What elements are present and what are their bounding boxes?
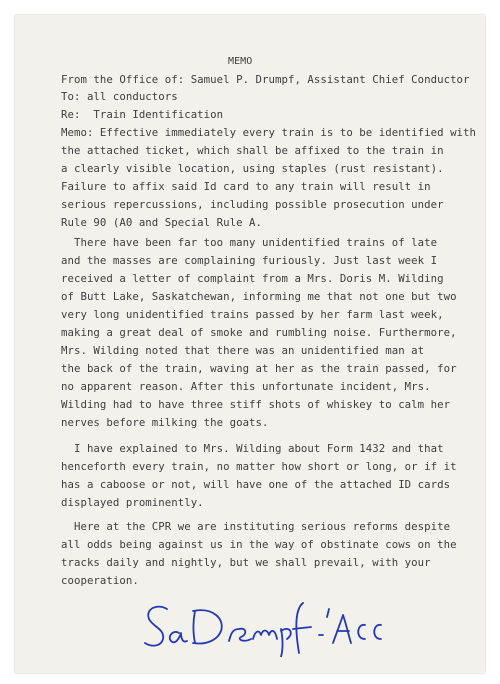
paragraph-3-line: has a caboose or not, will have one of the attached ID cards [61, 478, 451, 491]
paragraph-4-line: all odds being against us in the way of obstinate cows on the [61, 538, 457, 551]
memo-typed-text [15, 15, 485, 673]
paragraph-3-line: displayed prominently. [61, 496, 204, 509]
paragraph-2-line: nerves before milking the goats. [61, 416, 269, 429]
paragraph-2-line: very long unidentified trains passed by her farm last week, [61, 308, 444, 321]
paragraph-2-line: no apparent reason. After this unfortunate incident, Mrs. [61, 380, 431, 393]
paragraph-4-line: cooperation. [61, 574, 139, 587]
paragraph-1-line: a clearly visible location, using staples (rust resistant). [61, 162, 444, 175]
paragraph-2-line: of Butt Lake, Saskatchewan, informing me that not one but two [61, 290, 457, 303]
paragraph-1-line: Failure to affix said Id card to any train will result in [61, 180, 431, 193]
paragraph-2-line: received a letter of complaint from a Mrs. Doris M. Wilding [61, 272, 444, 285]
memo-from-line: From the Office of: Samuel P. Drumpf, Assistant Chief Conductor [61, 73, 470, 86]
memo-to-line: To: all conductors [61, 90, 178, 103]
paragraph-4-line: Here at the CPR we are instituting serious reforms despite [61, 520, 451, 533]
paragraph-1-line: Memo: Effective immediately every train is to be identified with [61, 126, 477, 139]
paragraph-4-line: tracks daily and nightly, but we shall prevail, with your [61, 556, 431, 569]
paragraph-1-line: serious repercussions, including possible prosecution under [61, 198, 444, 211]
paragraph-2-line: Mrs. Wilding noted that there was an unidentified man at [61, 344, 425, 357]
paragraph-1-line: the attached ticket, which shall be affixed to the train in [61, 144, 444, 157]
paragraph-1-line: Rule 90 (A0 and Special Rule A. [61, 216, 263, 229]
paragraph-3-line: I have explained to Mrs. Wilding about Form 1432 and that [61, 442, 444, 455]
paragraph-2-line: There have been far too many unidentified trains of late [61, 236, 438, 249]
handwritten-signature [143, 595, 403, 657]
paragraph-2-line: the back of the train, waving at her as the train passed, for [61, 362, 457, 375]
memo-sheet [15, 15, 485, 673]
paragraph-2-line: Wilding had to have three stiff shots of whiskey to calm her [61, 398, 451, 411]
paragraph-2-line: making a great deal of smoke and rumbling noise. Furthermore, [61, 326, 457, 339]
paragraph-3-line: henceforth every train, no matter how short or long, or if it [61, 460, 457, 473]
paragraph-2-line: and the masses are complaining furiously. Just last week I [61, 254, 438, 267]
memo-re-line: Re: Train Identification [61, 108, 224, 121]
memo-title: MEMO [228, 56, 253, 67]
